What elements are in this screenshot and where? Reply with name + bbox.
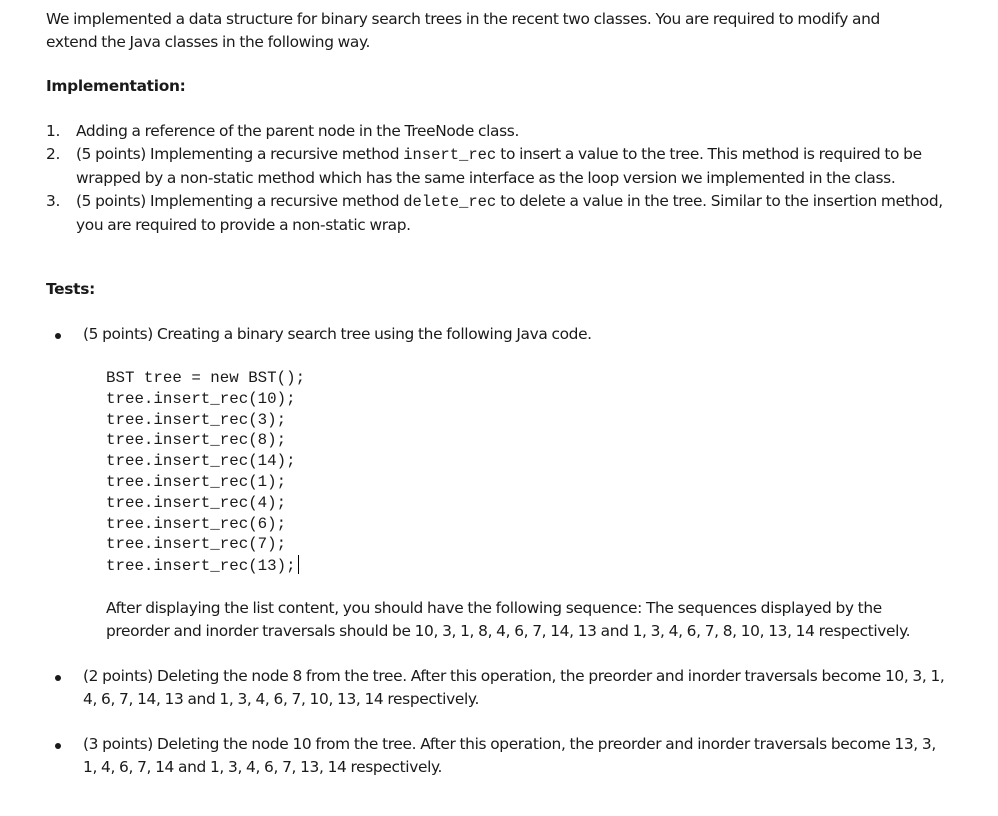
implementation-heading: Implementation: (46, 77, 186, 95)
code-line: tree.insert_rec(3); (106, 410, 287, 429)
code-line-last (106, 555, 305, 577)
implementation-list (46, 120, 946, 237)
item-number: 1. (46, 122, 60, 140)
item-text: Adding a reference of the parent node in the TreeNode class. (76, 122, 520, 140)
code-line: tree.insert_rec(4); (106, 493, 287, 512)
item-text-post: to insert a value to the tree. This method is required to be wrapped by a non-static method which has the same interface as the loop version we implemented in the class. (76, 145, 922, 187)
intro-paragraph: We implemented a data structure for binary search trees in the recent two classes. You are required to modify and extend the Java classes in the following way. (46, 10, 880, 51)
code-line: tree.insert_rec(1); (106, 472, 287, 491)
bullet-icon (55, 743, 61, 749)
method-name-delete-rec: delete_rec (403, 193, 497, 211)
test-item-1 (46, 323, 946, 346)
tests-heading: Tests: (46, 280, 95, 298)
after-code-paragraph: After displaying the list content, you should have the following sequence: The sequences displayed by the preorder and inorder traversals should be 10, 3, 1, 8, 4, 6, 7, 14, 13 and 1, 3, 4, 6, 7, 8, 10, 13, 14 respectively. (106, 599, 911, 640)
item-text-pre: (5 points) Implementing a recursive method (76, 145, 404, 163)
implementation-item-1 (46, 120, 946, 143)
java-code-block[interactable] (106, 368, 305, 577)
implementation-item-3 (46, 190, 946, 237)
item-number: 3. (46, 192, 60, 210)
bullet-icon (55, 675, 61, 681)
test-item-text: (3 points) Deleting the node 10 from the tree. After this operation, the preorder and inorder traversals become 13, 3, 1, 4, 6, 7, 14 and 1, 3, 4, 6, 7, 13, 14 respectively. (83, 735, 936, 776)
test-item-3 (46, 733, 946, 779)
code-line: tree.insert_rec(8); (106, 431, 287, 450)
code-line: tree.insert_rec(14); (106, 452, 296, 471)
test-item-2 (46, 665, 946, 711)
code-line: tree.insert_rec(10); (106, 389, 296, 408)
implementation-item-2 (46, 143, 946, 190)
item-number: 2. (46, 145, 60, 163)
bullet-icon (55, 333, 61, 339)
item-text-post: to delete a value in the tree. Similar to the insertion method, you are required to provide a non-static wrap. (76, 192, 943, 234)
test-item-text: (5 points) Creating a binary search tree using the following Java code. (83, 325, 592, 343)
test-item-text: (2 points) Deleting the node 8 from the tree. After this operation, the preorder and inorder traversals become 10, 3, 1, 4, 6, 7, 14, 13 and 1, 3, 4, 6, 7, 10, 13, 14 respectively. (83, 667, 945, 708)
item-text-pre: (5 points) Implementing a recursive method (76, 192, 404, 210)
code-line: tree.insert_rec(6); (106, 514, 287, 533)
code-line-text: tree.insert_rec(13); (106, 557, 296, 576)
text-cursor (298, 555, 299, 574)
code-line: BST tree = new BST(); (106, 369, 306, 387)
method-name-insert-rec: insert_rec (403, 146, 497, 164)
code-line: tree.insert_rec(7); (106, 535, 287, 554)
